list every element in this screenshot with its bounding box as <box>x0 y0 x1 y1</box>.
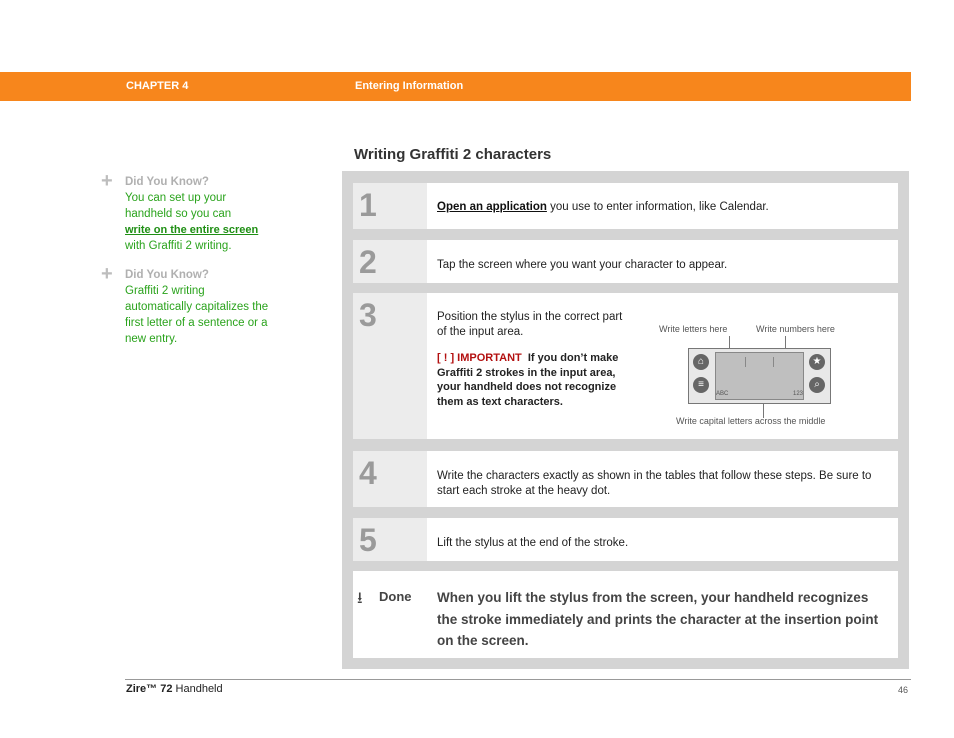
sidebar-tip-2 <box>101 263 276 347</box>
tip-text-after: with Graffiti 2 writing. <box>125 240 232 252</box>
product-bold: Zire™ 72 <box>126 683 173 695</box>
tip-title: Did You Know? <box>125 176 209 188</box>
home-icon: ⌂ <box>693 354 709 370</box>
step-number: 3 <box>359 297 377 333</box>
divider-tick <box>773 357 774 367</box>
footer-product-name <box>126 683 223 695</box>
page-title: Writing Graffiti 2 characters <box>354 146 552 163</box>
diagram-label-numbers: Write numbers here <box>756 324 835 334</box>
done-text: When you lift the stylus from the screen, your handheld recognizes the stroke immediately and prints the character at the insertion point on the screen. <box>437 590 879 648</box>
write-on-entire-screen-link[interactable]: write on the entire screen <box>125 224 259 236</box>
tip-body: Graffiti 2 writing automatically capitalizes the first letter of a sentence or a new entry. <box>125 285 269 345</box>
num-caption: 123 <box>793 391 804 397</box>
step-number-cell <box>353 518 427 561</box>
tip-body <box>125 190 276 254</box>
find-icon: ⌕ <box>809 377 825 393</box>
step-3 <box>353 293 898 439</box>
step-number: 5 <box>359 522 377 558</box>
step-number-cell <box>353 183 427 229</box>
step-1 <box>353 183 898 229</box>
abc-caption: ABC <box>716 391 729 397</box>
plus-icon: + <box>101 170 113 192</box>
star-icon: ★ <box>809 354 825 370</box>
important-label: IMPORTANT <box>457 352 522 364</box>
graffiti-input-area <box>688 348 831 404</box>
step-text: Tap the screen where you want your character to appear. <box>437 259 728 271</box>
section-title: Entering Information <box>355 80 464 92</box>
sidebar-tip-1 <box>101 170 276 254</box>
done-step <box>353 571 898 658</box>
plus-icon: + <box>101 263 113 285</box>
step-text-rest: you use to enter information, like Calendar. <box>546 201 769 213</box>
step-number: 4 <box>359 455 377 491</box>
step-text: Write the characters exactly as shown in the tables that follow these steps. Be sure to start each stroke at the heavy dot. <box>437 470 872 497</box>
chapter-label: CHAPTER 4 <box>126 80 189 92</box>
done-arrow-icon: ⭳ <box>357 590 363 607</box>
open-an-application-link[interactable]: Open an application <box>437 201 547 213</box>
important-note <box>437 351 637 409</box>
step-5 <box>353 518 898 561</box>
steps-panel <box>342 171 909 669</box>
footer-divider <box>125 679 911 680</box>
step-text: Position the stylus in the correct part of the input area. <box>437 311 623 338</box>
chapter-header-bar <box>0 72 911 101</box>
page-number: 46 <box>898 685 909 695</box>
step-text: Lift the stylus at the end of the stroke. <box>437 537 629 549</box>
step-4 <box>353 451 898 507</box>
tip-title: Did You Know? <box>125 269 209 281</box>
writing-area <box>715 352 804 400</box>
step-number: 1 <box>359 187 377 223</box>
divider-tick <box>745 357 746 367</box>
step-number-cell <box>353 451 427 507</box>
diagram-label-letters: Write letters here <box>659 324 728 334</box>
step-number: 2 <box>359 244 377 280</box>
step-2 <box>353 240 898 283</box>
step-text <box>437 200 769 215</box>
tip-text-before: You can set up your handheld so you can <box>125 192 232 220</box>
done-label: Done <box>379 589 412 604</box>
important-icon: [ ! ] <box>437 352 455 364</box>
product-rest: Handheld <box>172 683 223 695</box>
step-number-cell <box>353 293 427 439</box>
menu-icon: ≡ <box>693 377 709 393</box>
step-number-cell <box>353 240 427 283</box>
diagram-label-capitals: Write capital letters across the middle <box>676 416 826 426</box>
important-text: If you don’t make Graffiti 2 strokes in the input area, your handheld does not recognize them as text characters. <box>437 352 619 408</box>
